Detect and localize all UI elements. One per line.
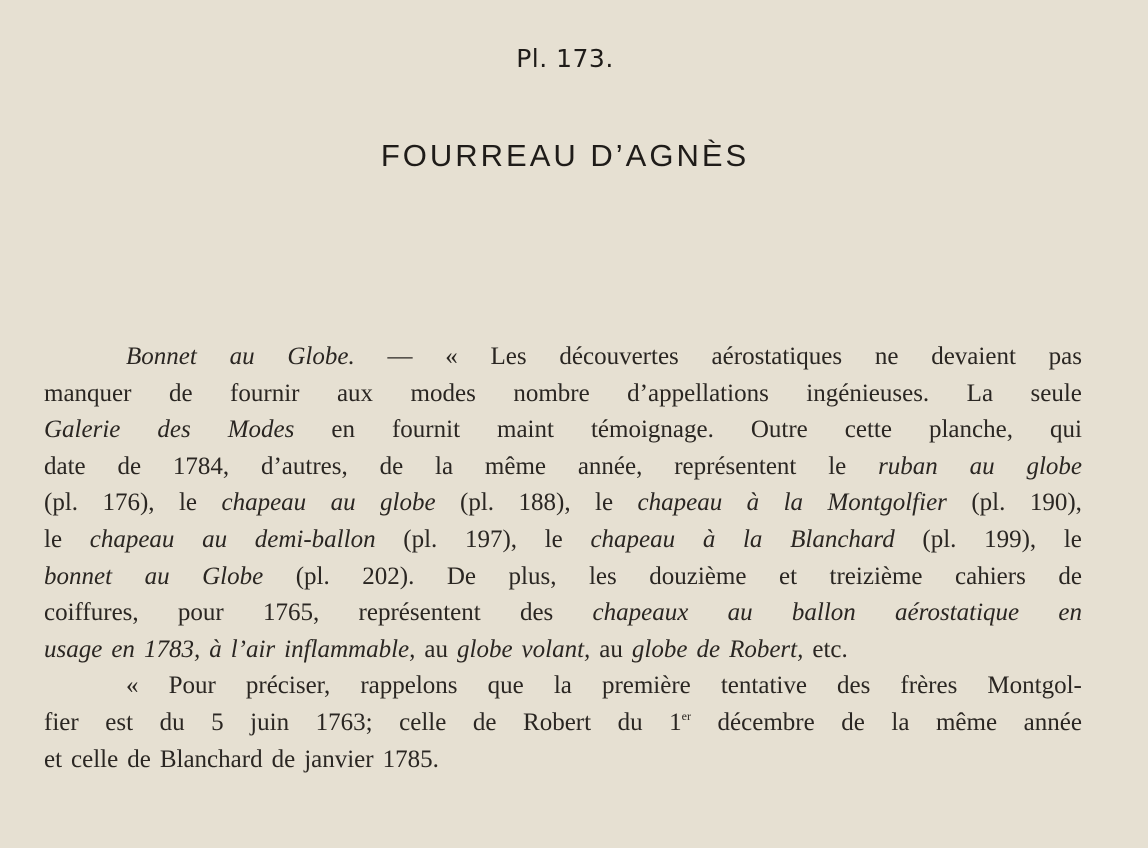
italic-word: bonnet [44, 562, 113, 590]
word: cette [844, 416, 892, 444]
word: des [837, 672, 871, 700]
italic-word: Robert, [729, 632, 803, 669]
word: cahiers [955, 562, 1026, 590]
italic-word: des [157, 416, 191, 444]
word: devaient [931, 343, 1016, 370]
italic-word: Bonnet [126, 343, 197, 370]
word: Blanchard [159, 745, 263, 773]
italic-word: de [696, 635, 721, 663]
word: 188), [518, 489, 571, 517]
text-line [44, 376, 1082, 413]
italic-word: globe [380, 489, 436, 517]
word: et [44, 745, 63, 773]
text-line [44, 559, 1082, 596]
word: témoignage. [590, 416, 714, 444]
italic-word: inflammable, [284, 632, 415, 669]
word: le [828, 452, 847, 480]
word: 1765, [263, 599, 320, 627]
italic-word: à [702, 525, 716, 553]
italic-word: l’air [230, 635, 276, 663]
word: La [966, 379, 994, 407]
word: planche, [928, 416, 1013, 444]
italic-word: en [111, 635, 135, 663]
italic-word: chapeau [590, 525, 676, 553]
word: et [778, 562, 798, 590]
word: — [387, 343, 413, 370]
word: 1763; [315, 708, 373, 736]
word: manquer [44, 379, 132, 407]
word: au [599, 635, 623, 663]
italic-word: globe [457, 635, 513, 663]
italic-word: au [202, 525, 228, 553]
word: la [553, 672, 572, 700]
word: découvertes [559, 343, 679, 370]
text-line [44, 742, 1082, 779]
word: fier [44, 708, 79, 736]
italic-word: demi-ballon [254, 525, 376, 553]
word: date [44, 452, 86, 480]
word: le [544, 525, 563, 553]
word: d’autres, [260, 452, 348, 480]
italic-word: Modes [227, 416, 295, 444]
word: de [271, 745, 296, 773]
italic-word: ruban [878, 452, 938, 480]
word: fournit [391, 416, 461, 444]
word: d’appellations [627, 379, 769, 407]
word: , [797, 635, 804, 663]
word: 5 [211, 708, 224, 736]
italic-word: au [144, 562, 170, 590]
word: celle [71, 745, 119, 773]
plate-number: Pl. 173. [516, 44, 614, 73]
word: « [126, 672, 139, 700]
word: de [127, 745, 151, 773]
italic-word: au [969, 452, 995, 480]
word: de [472, 708, 497, 736]
italic-word: à [209, 635, 222, 663]
text-line [44, 668, 1082, 705]
word: de [117, 452, 142, 480]
word: maint [497, 416, 554, 444]
word: au [424, 635, 448, 663]
word: frères [900, 672, 958, 700]
text-line [44, 632, 1082, 669]
word: , [584, 635, 591, 663]
italic-word: Blanchard [790, 525, 895, 553]
word: 190), [1029, 489, 1082, 517]
word: du [159, 708, 185, 736]
word: nombre [513, 379, 590, 407]
word: Outre [750, 416, 808, 444]
italic-word: Montgolfier [827, 489, 947, 517]
word: de [168, 379, 193, 407]
word: la [435, 452, 454, 480]
italic-word: ballon [791, 599, 856, 627]
italic-word: en [1058, 599, 1082, 627]
italic-word: globe [631, 635, 688, 663]
word: , [409, 635, 416, 663]
word: janvier [304, 745, 374, 773]
word: le [1063, 525, 1082, 553]
word: Les [490, 343, 527, 370]
word: que [487, 672, 524, 700]
word: représentent [358, 599, 481, 627]
word: aux [336, 379, 374, 407]
italic-word: au [330, 489, 356, 517]
word: ingénieuses. [806, 379, 930, 407]
italic-word: aérostatique [895, 599, 1020, 627]
italic-word: volant, [522, 632, 591, 669]
word: les [588, 562, 617, 590]
word: 197), [464, 525, 518, 553]
word: du [617, 708, 643, 736]
word: Montgol- [987, 672, 1082, 700]
word: de [841, 708, 865, 736]
italic-word: 1783, [143, 635, 201, 663]
word: etc. [812, 635, 848, 663]
word: de [1058, 562, 1082, 590]
word: des [519, 599, 554, 627]
word: préciser, [245, 672, 331, 700]
italic-word: au [229, 343, 255, 370]
word: 1784, [172, 452, 230, 480]
text-line [44, 522, 1082, 559]
word: « [445, 343, 458, 370]
text-line [44, 485, 1082, 522]
word: Pour [168, 672, 216, 700]
word: tentative [720, 672, 807, 700]
italic-word: au [727, 599, 753, 627]
word: modes [410, 379, 476, 407]
word: douzième [649, 562, 747, 590]
word: celle [399, 708, 447, 736]
word: décembre [717, 708, 815, 736]
word: est [105, 708, 134, 736]
word: coiffures, [44, 599, 139, 627]
word: 176), [102, 489, 155, 517]
word: qui [1049, 416, 1082, 444]
italic-word: Globe. [287, 343, 355, 370]
text-line [44, 412, 1082, 449]
word: (pl. [295, 562, 330, 590]
word: ne [874, 343, 899, 370]
word: la [891, 708, 910, 736]
word: (pl. [44, 489, 79, 517]
word: juin [250, 708, 290, 736]
word: seule [1030, 379, 1082, 407]
italic-word: chapeau [221, 489, 307, 517]
word: (pl. [971, 489, 1006, 517]
word: le [44, 525, 63, 553]
italic-word: chapeau [89, 525, 175, 553]
text-line [44, 339, 1082, 376]
word: année, [577, 452, 643, 480]
italic-word: Galerie [44, 416, 121, 444]
italic-word: usage [44, 635, 103, 663]
word: (pl. [922, 525, 957, 553]
word: 202). [362, 562, 415, 590]
word: année [1023, 708, 1082, 736]
italic-word: la [742, 525, 763, 553]
text-line [44, 595, 1082, 632]
word: pas [1048, 343, 1082, 370]
text-line [44, 449, 1082, 486]
word: 1er [669, 708, 691, 736]
word: représentent [674, 452, 797, 480]
word: le [178, 489, 198, 517]
word: même [935, 708, 998, 736]
word: (pl. [403, 525, 438, 553]
italic-word: chapeau [637, 489, 723, 517]
word: même [484, 452, 546, 480]
word: De [446, 562, 476, 590]
superscript: er [681, 708, 691, 723]
word: Robert [523, 708, 592, 736]
word: rappelons [360, 672, 458, 700]
italic-word: Globe [202, 562, 264, 590]
word: 199), [984, 525, 1037, 553]
italic-word: globe [1026, 452, 1082, 480]
italic-word: la [783, 489, 804, 517]
word: pour [177, 599, 224, 627]
italic-word: chapeaux [592, 599, 689, 627]
body-text [44, 339, 1082, 778]
page-title: FOURREAU D’AGNÈS [380, 138, 750, 173]
word: plus, [508, 562, 557, 590]
word: le [595, 489, 614, 517]
word: treizième [829, 562, 923, 590]
italic-word: à [746, 489, 760, 517]
word: (pl. [460, 489, 495, 517]
text-line [44, 705, 1082, 742]
word: en [331, 416, 355, 444]
word: 1785. [382, 745, 439, 773]
word: aérostatiques [711, 343, 843, 370]
word: première [601, 672, 691, 700]
word: fournir [230, 379, 300, 407]
word: de [379, 452, 404, 480]
